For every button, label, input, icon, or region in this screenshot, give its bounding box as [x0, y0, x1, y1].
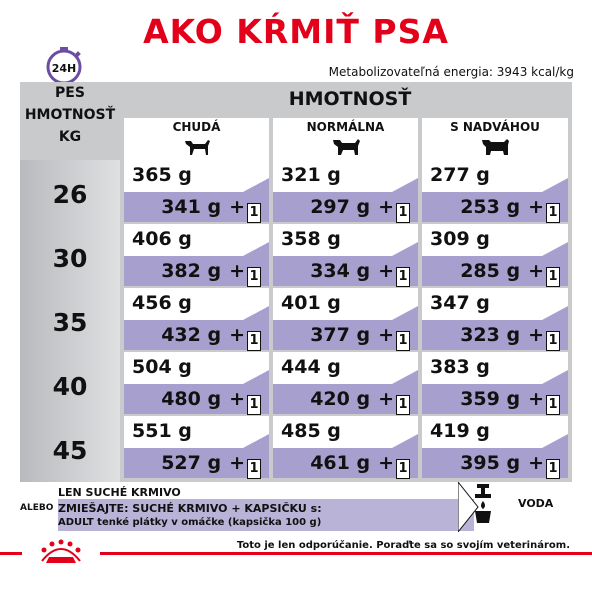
dry-amount: 347 g	[422, 288, 568, 320]
cell-diagonal	[542, 370, 568, 384]
legend-water: VODA	[518, 497, 554, 510]
feeding-cell	[124, 288, 269, 350]
cell-diagonal	[392, 178, 418, 192]
mix-amount: 253 g	[460, 196, 521, 218]
cell-diagonal	[243, 434, 269, 448]
mix-amount-row	[422, 320, 568, 350]
dry-amount: 309 g	[422, 224, 568, 256]
mix-amount-row	[273, 192, 418, 222]
pouch-icon: 1	[546, 331, 560, 351]
feeding-cell	[124, 160, 269, 222]
feeding-cell	[124, 224, 269, 286]
pouch-icon: 1	[396, 203, 410, 223]
plus-sign: +	[229, 324, 245, 346]
cell-diagonal	[392, 434, 418, 448]
mix-amount: 480 g	[161, 388, 222, 410]
pouch-icon: 1	[396, 267, 410, 287]
col-header-thin	[124, 118, 269, 160]
page-title: AKO KŔMIŤ PSA	[143, 12, 449, 51]
legend-or: ALEBO	[20, 503, 54, 513]
dry-amount: 401 g	[273, 288, 418, 320]
header-pes: PES	[55, 85, 85, 101]
mix-amount-row	[273, 448, 418, 478]
pouch-icon: 1	[247, 203, 261, 223]
dry-amount: 277 g	[422, 160, 568, 192]
cell-diagonal	[542, 434, 568, 448]
row-weight: 30	[52, 244, 88, 273]
cell-diagonal	[243, 242, 269, 256]
plus-sign: +	[378, 324, 394, 346]
feeding-cell	[422, 160, 568, 222]
feeding-cell	[422, 288, 568, 350]
feeding-cell	[422, 416, 568, 478]
feeding-cell	[124, 352, 269, 414]
plus-sign: +	[378, 388, 394, 410]
plus-sign: +	[528, 388, 544, 410]
legend-dry-only: LEN SUCHÉ KRMIVO	[58, 486, 181, 499]
row-weight: 35	[52, 308, 88, 337]
mix-amount: 377 g	[310, 324, 371, 346]
cell-diagonal	[243, 178, 269, 192]
pouch-icon: 1	[247, 459, 261, 479]
mix-amount: 382 g	[161, 260, 222, 282]
clock-label: 24H	[51, 62, 77, 75]
plus-sign: +	[528, 452, 544, 474]
mix-amount: 461 g	[310, 452, 371, 474]
cell-diagonal	[542, 306, 568, 320]
dry-amount: 365 g	[124, 160, 269, 192]
mix-amount: 432 g	[161, 324, 222, 346]
mix-amount: 334 g	[310, 260, 371, 282]
plus-sign: +	[528, 260, 544, 282]
mix-amount-row	[273, 256, 418, 286]
dry-amount: 419 g	[422, 416, 568, 448]
mix-amount-row	[124, 256, 269, 286]
plus-sign: +	[229, 388, 245, 410]
overweight-dog-icon	[477, 135, 513, 157]
dry-amount: 406 g	[124, 224, 269, 256]
pouch-icon: 1	[546, 267, 560, 287]
main-header: HMOTNOSŤ	[288, 88, 412, 110]
normal-dog-icon	[328, 135, 364, 157]
cell-diagonal	[392, 306, 418, 320]
mix-amount-row	[422, 192, 568, 222]
feeding-cell	[124, 416, 269, 478]
col-header-overweight	[422, 118, 568, 160]
dry-amount: 456 g	[124, 288, 269, 320]
energy-value: Metabolizovateľná energia: 3943 kcal/kg	[328, 65, 574, 79]
row-weight: 45	[52, 436, 88, 465]
header-kg: KG	[58, 129, 82, 145]
col-header-normal	[273, 118, 418, 160]
header-hmotnost: HMOTNOSŤ	[24, 107, 116, 123]
mix-amount-row	[422, 384, 568, 414]
pouch-icon: 1	[247, 267, 261, 287]
feeding-cell	[273, 288, 418, 350]
dog-weight-header	[20, 82, 120, 160]
dry-amount: 504 g	[124, 352, 269, 384]
plus-sign: +	[229, 196, 245, 218]
cell-diagonal	[392, 242, 418, 256]
plus-sign: +	[378, 196, 394, 218]
cell-diagonal	[243, 370, 269, 384]
feeding-cell	[273, 416, 418, 478]
mix-amount: 395 g	[460, 452, 521, 474]
plus-sign: +	[378, 452, 394, 474]
cell-diagonal	[243, 306, 269, 320]
cell-diagonal	[542, 242, 568, 256]
plus-sign: +	[528, 324, 544, 346]
clock-24h-icon	[45, 46, 83, 84]
mix-amount-row	[124, 448, 269, 478]
pouch-icon: 1	[546, 203, 560, 223]
pouch-icon: 1	[546, 459, 560, 479]
mix-amount: 359 g	[460, 388, 521, 410]
col-label-normal: NORMÁLNA	[306, 120, 385, 134]
row-weight: 26	[52, 180, 88, 209]
plus-sign: +	[528, 196, 544, 218]
mix-amount-row	[124, 192, 269, 222]
feeding-cell	[422, 352, 568, 414]
row-weight: 40	[52, 372, 88, 401]
thin-dog-icon	[179, 135, 215, 157]
mix-amount: 341 g	[161, 196, 222, 218]
feeding-cell	[273, 352, 418, 414]
dry-amount: 321 g	[273, 160, 418, 192]
cell-diagonal	[542, 178, 568, 192]
pouch-icon: 1	[396, 395, 410, 415]
mix-amount-row	[273, 384, 418, 414]
feeding-cell	[422, 224, 568, 286]
plus-sign: +	[229, 260, 245, 282]
pouch-icon: 1	[247, 331, 261, 351]
pouch-icon: 1	[546, 395, 560, 415]
mix-amount: 297 g	[310, 196, 371, 218]
legend-mix-line1: ZMIEŠAJTE: SUCHÉ KRMIVO + KAPSIČKU s:	[58, 502, 322, 515]
pouch-icon: 1	[396, 331, 410, 351]
dry-amount: 444 g	[273, 352, 418, 384]
water-tap-icon	[472, 484, 494, 524]
footnote: Toto je len odporúčanie. Poraďte sa so svojím veterinárom.	[236, 540, 570, 551]
mix-amount-row	[422, 448, 568, 478]
royal-canin-logo	[22, 533, 100, 573]
dry-amount: 551 g	[124, 416, 269, 448]
plus-sign: +	[229, 452, 245, 474]
dry-amount: 383 g	[422, 352, 568, 384]
mix-amount: 323 g	[460, 324, 521, 346]
col-label-overweight: S NADVÁHOU	[450, 120, 540, 134]
mix-amount: 527 g	[161, 452, 222, 474]
mix-amount-row	[273, 320, 418, 350]
mix-amount: 420 g	[310, 388, 371, 410]
pouch-icon: 1	[247, 395, 261, 415]
pouch-icon: 1	[396, 459, 410, 479]
dry-amount: 485 g	[273, 416, 418, 448]
cell-diagonal	[392, 370, 418, 384]
mix-amount-row	[422, 256, 568, 286]
legend-mix-line2: ADULT tenké plátky v omáčke (kapsička 100 g)	[58, 517, 322, 528]
dry-amount: 358 g	[273, 224, 418, 256]
feeding-cell	[273, 224, 418, 286]
mix-amount: 285 g	[460, 260, 521, 282]
col-label-thin: CHUDÁ	[172, 120, 221, 134]
mix-amount-row	[124, 384, 269, 414]
legend-mix	[58, 499, 474, 531]
plus-sign: +	[378, 260, 394, 282]
mix-amount-row	[124, 320, 269, 350]
feeding-cell	[273, 160, 418, 222]
